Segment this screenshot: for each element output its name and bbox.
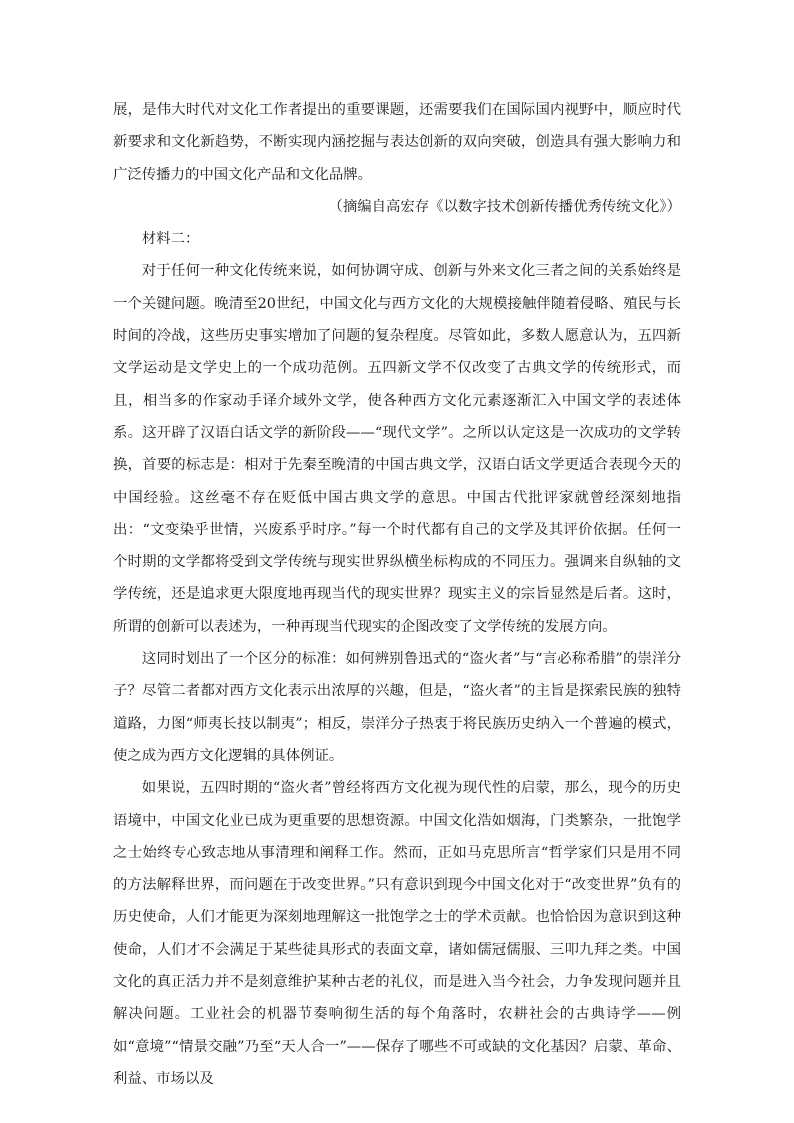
source-citation: （摘编自高宏存《以数字技术创新传播优秀传统文化》） bbox=[328, 198, 681, 215]
paragraph-3: 如果说，五四时期的“盗火者”曾经将西方文化视为现代性的启蒙，那么，现今的历史语境中，中国文化业已成为更重要的思想资源。中国文化浩如烟海，门类繁杂，一批饱学之士始终专心致志地从事清理和阐释工作。然而，正如马克思所言“哲学家们只是用不同的方法解释世界，而问题在于改变世界。”只有意识到现今中国文化对于“改变世界”负有的历史使命，人们才能更为深刻地理解这一批饱学之士的学术贡献。也恰恰因为意识到这种使命，人们才不会满足于某些徒具形式的表面文章，诸如儒冠儒服、三叩九拜之类。中国文化的真正活力并不是刻意维护某种古老的礼仪，而是进入当今社会，力争发现问题并且解决问题。工业社会的机器节奏响彻生活的每个角落时，农耕社会的古典诗学——例如“意境”“情景交融”乃至“天人合一”——保存了哪些不可或缺的文化基因？启蒙、革命、利益、市场以及 bbox=[113, 780, 681, 1087]
material-heading: 材料二： bbox=[141, 231, 200, 248]
continued-paragraph: 展，是伟大时代对文化工作者提出的重要课题，还需要我们在国际国内视野中，顺应时代新要求和文化新趋势，不断实现内涵挖掘与表达创新的双向突破，创造具有强大影响力和广泛传播力的中国文化产品和文化品牌。 bbox=[113, 102, 681, 183]
paragraph-1: 对于任何一种文化传统来说，如何协调守成、创新与外来文化三者之间的关系始终是一个关键问题。晚清至20世纪，中国文化与西方文化的大规模接触伴随着侵略、殖民与长时间的冷战，这些历史事实增加了问题的复杂程度。尽管如此，多数人愿意认为，五四新文学运动是文学史上的一个成功范例。五四新文学不仅改变了古典文学的传统形式，而且，相当多的作家动手译介域外文学，使各种西方文化元素逐渐汇入中国文学的表述体系。这开辟了汉语白话文学的新阶段——“现代文学”。之所以认定这是一次成功的文学转换，首要的标志是：相对于先秦至晚清的中国古典文学，汉语白话文学更适合表现今天的中国经验。这丝毫不存在贬低中国古典文学的意思。中国古代批评家就曾经深刻地指出：“文变染乎世情，兴废系乎时序。”每一个时代都有自己的文学及其评价依据。任何一个时期的文学都将受到文学传统与现实世界纵横坐标构成的不同压力。强调来自纵轴的文学传统，还是追求更大限度地再现当代的现实世界？现实主义的宗旨显然是后者。这时，所谓的创新可以表述为，一种再现当代现实的企图改变了文学传统的发展方向。 bbox=[113, 263, 681, 635]
paragraph-2: 这同时划出了一个区分的标准：如何辨别鲁迅式的“盗火者”与“言必称希腊”的崇洋分子？尽管二者都对西方文化表示出浓厚的兴趣，但是，“盗火者”的主旨是探索民族的独特道路，力图“师夷长技以制夷”；相反，崇洋分子热衷于将民族历史纳入一个普遍的模式，使之成为西方文化逻辑的具体例证。 bbox=[113, 651, 681, 764]
document-page bbox=[113, 94, 681, 1095]
